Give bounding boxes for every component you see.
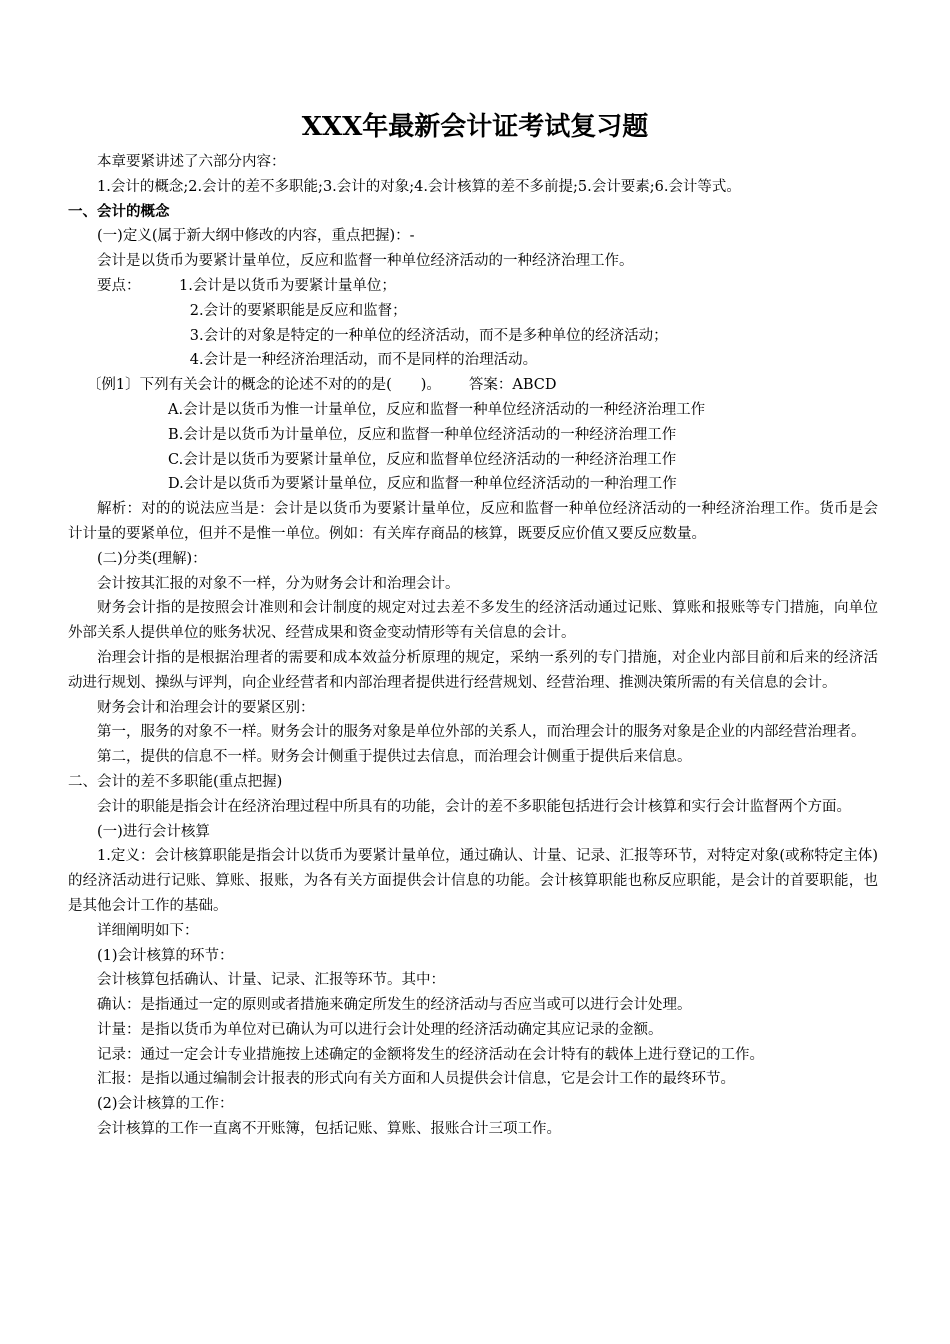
document-body	[68, 150, 878, 1142]
section-2-heading: 二、会计的差不多职能(重点把握)	[68, 773, 283, 790]
step-report: 汇报：是指以通过编制会计报表的形式向有关方面和人员提供会计信息，它是会计工作的最终环节。	[97, 1071, 735, 1088]
management-accounting-paragraph: 治理会计指的是根据治理者的需要和成本效益分析原理的规定，采纳一系列的专门措施，对企业内部目前和后来的经济活动进行规划、操纵与评判，向企业经营者和内部治理者提供进行经营规划、经营治理、推测决策所需的有关信息的会计。	[68, 649, 878, 691]
steps-heading: (1)会计核算的环节：	[97, 947, 234, 964]
example-answer: 答案：ABCD	[468, 377, 557, 394]
step-record: 记录：通过一定会计专业措施按上述确定的金额将发生的经济活动在会计特有的载体上进行登记的工作。	[97, 1046, 764, 1063]
key-points-label: 要点：	[97, 277, 141, 294]
key-point: 3.会计的对象是特定的一种单位的经济活动，而不是多种单位的经济活动；	[189, 327, 668, 344]
key-point: 2.会计的要紧职能是反应和监督；	[189, 302, 407, 319]
key-points	[68, 274, 878, 299]
example-option: A.会计是以货币为惟一计量单位，反应和监督一种单位经济活动的一种经济治理工作	[168, 401, 706, 418]
key-point: 1.会计是以货币为要紧计量单位；	[179, 277, 396, 294]
detail-heading: 详细阐明如下：	[97, 922, 199, 939]
example-question	[68, 373, 878, 398]
classification-intro: 会计按其汇报的对象不一样，分为财务会计和治理会计。	[97, 575, 460, 592]
document-title: XXX年最新会计证考试复习题	[301, 112, 649, 142]
functions-intro: 会计的职能是指会计在经济治理过程中所具有的功能，会计的差不多职能包括进行会计核算和实行会计监督两个方面。	[97, 798, 851, 815]
step-measure: 计量：是指以货币为单位对已确认为可以进行会计处理的经济活动确定其应记录的金额。	[97, 1021, 663, 1038]
example-question-text: 〔例1〕下列有关会计的概念的论述不对的的是( )。	[86, 377, 441, 394]
example-option: D.会计是以货币为要紧计量单位，反应和监督一种单位经济活动的一种治理工作	[168, 476, 677, 493]
key-point: 4.会计是一种经济治理活动，而不是同样的治理活动。	[189, 352, 538, 369]
intro-line-1: 本章要紧讲述了六部分内容：	[97, 154, 286, 170]
steps-intro: 会计核算包括确认、计量、记录、汇报等环节。其中：	[97, 972, 445, 989]
step-confirm: 确认：是指通过一定的原则或者措施来确定所发生的经济活动与否应当或可以进行会计处理。	[97, 997, 692, 1014]
analysis-paragraph: 解析：对的的说法应当是：会计是以货币为要紧计量单位，反应和监督一种单位经济活动的一种经济治理工作。货币是会计计量的要紧单位，但并不是惟一单位。例如：有关库存商品的核算，既要反应价值又要反应数量。	[68, 501, 878, 542]
example-option: B.会计是以货币为计量单位，反应和监督一种单位经济活动的一种经济治理工作	[168, 426, 677, 443]
work-paragraph: 会计核算的工作一直离不开账簿，包括记账、算账、报账合计三项工作。	[97, 1121, 561, 1138]
difference-paragraph: 第一，服务的对象不一样。财务会计的服务对象是单位外部的关系人，而治理会计的服务对象是企业的内部经营治理者。	[97, 724, 866, 741]
intro-line-2: 1.会计的概念;2.会计的差不多职能;3.会计的对象;4.会计核算的差不多前提;5.会计要素;6.会计等式。	[97, 178, 741, 195]
accounting-definition: 1.定义：会计核算职能是指会计以货币为要紧计量单位，通过确认、计量、记录、汇报等环节，对特定对象(或称特定主体)的经济活动进行记账、算账、报账，为各有关方面提供会计信息的功能。会计核算职能也称反应职能，是会计的首要职能，也是其他会计工作的基础。	[68, 848, 878, 914]
section-1-heading: 一、会计的概念	[68, 202, 170, 220]
difference-heading: 财务会计和治理会计的要紧区别：	[97, 699, 315, 716]
classification-heading: (二)分类(理解)：	[97, 550, 207, 567]
definition-text: 会计是以货币为要紧计量单位，反应和监督一种单位经济活动的一种经济治理工作。	[97, 253, 634, 270]
subsection-heading: (一)进行会计核算	[97, 823, 210, 840]
work-heading: (2)会计核算的工作：	[97, 1096, 234, 1113]
definition-heading: (一)定义(属于新大纲中修改的内容，重点把握)：-	[97, 228, 415, 245]
financial-accounting-paragraph: 财务会计指的是按照会计准则和会计制度的规定对过去差不多发生的经济活动通过记账、算账和报账等专门措施，向单位外部关系人提供单位的账务状况、经营成果和资金变动情形等有关信息的会计。	[68, 600, 878, 642]
example-option: C.会计是以货币为要紧计量单位，反应和监督单位经济活动的一种经济治理工作	[168, 451, 677, 468]
difference-paragraph: 第二，提供的信息不一样。财务会计侧重于提供过去信息，而治理会计侧重于提供后来信息。	[97, 749, 692, 766]
